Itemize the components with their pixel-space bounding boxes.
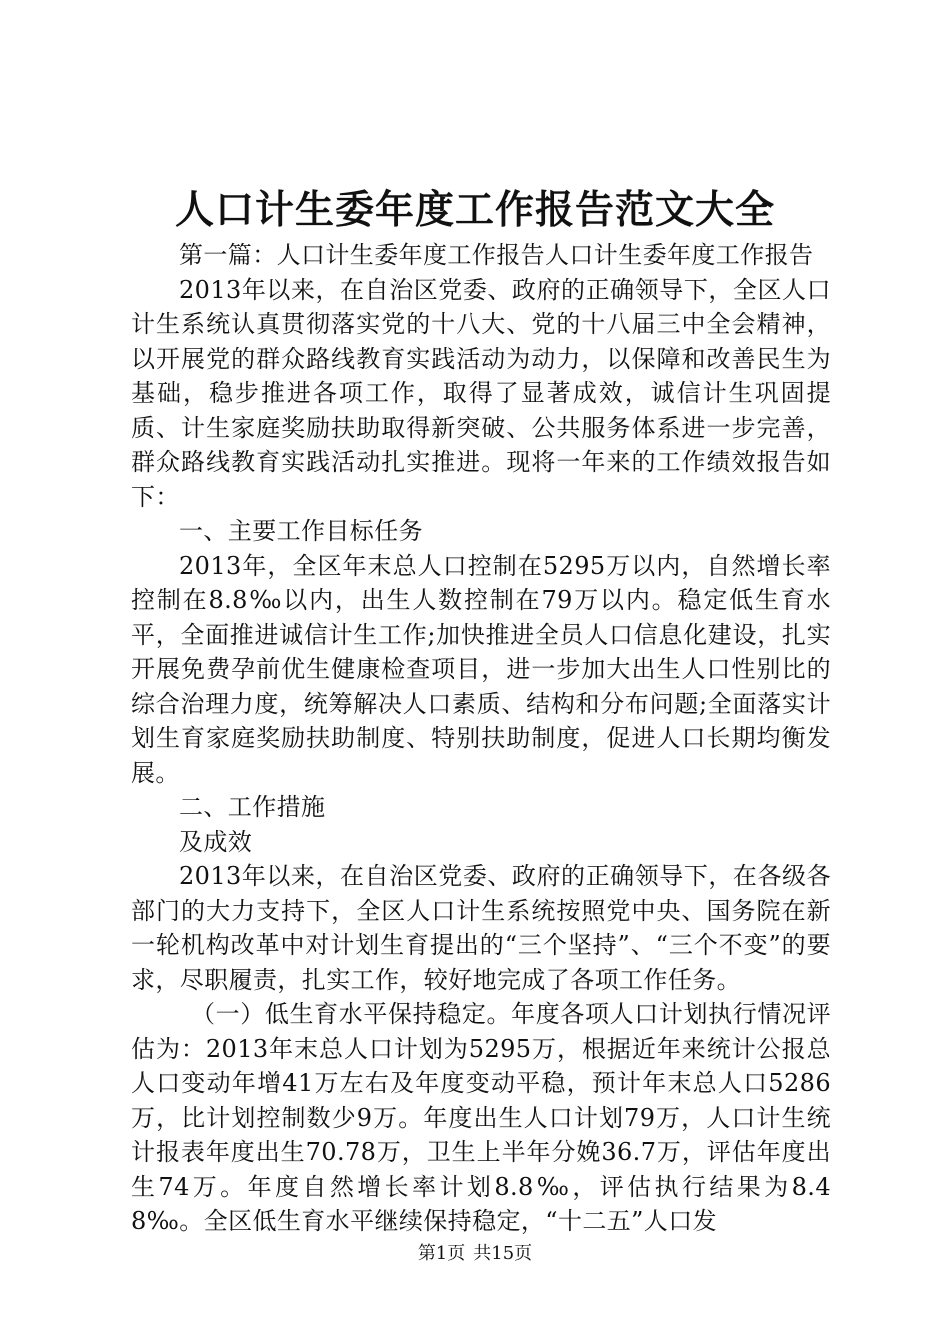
page-footer (0, 1242, 950, 1266)
heading-main-targets: 一、主要工作目标任务 (179, 517, 423, 545)
document-body (131, 238, 831, 1239)
total-pages: 共15页 (473, 1243, 533, 1264)
heading-measures-continued: 及成效 (179, 827, 253, 856)
paragraph-measures: 2013年以来，在自治区党委、政府的正确领导下，在各级各部门的大力支持下，全区人口计生系统按照党中央、国务院在新一轮机构改革中对计划生育提出的“三个坚持”、“三个不变”的要求，尽职履责，扎实工作，较好地完成了各项工作任务。 (131, 862, 831, 994)
document-title: 人口计生委年度工作报告范文大全 (174, 187, 775, 233)
paragraph-intro: 2013年以来，在自治区党委、政府的正确领导下，全区人口计生系统认真贯彻落实党的十八大、党的十八届三中全会精神，以开展党的群众路线教育实践活动为动力，以保障和改善民生为基础，稳步推进各项工作，取得了显著成效，诚信计生巩固提质、计生家庭奖励扶助取得新突破、公共服务体系进一步完善，群众路线教育实践活动扎实推进。现将一年来的工作绩效报告如下： (131, 275, 831, 511)
heading-measures: 二、工作措施 (179, 793, 326, 821)
paragraph-low-fertility: （一）低生育水平保持稳定。年度各项人口计划执行情况评估为：2013年末总人口计划为5295万，根据近年来统计公报总人口变动年增41万左右及年度变动平稳，预计年末总人口5286万，比计划控制数少9万。年度出生人口计划79万，人口计生统计报表年度出生70.78万，卫生上半年分娩36.7万，评估年度出生74万。年度自然增长率计划8.8‰，评估执行结果为8.48‰。全区低生育水平继续保持稳定，“十二五”人口发 (131, 1000, 831, 1235)
page-number: 第1页 (417, 1243, 466, 1264)
paragraph-section-heading: 第一篇：人口计生委年度工作报告人口计生委年度工作报告 (179, 241, 814, 269)
paragraph-targets: 2013年，全区年末总人口控制在5295万以内，自然增长率控制在8.8‰以内，出生人数控制在79万以内。稳定低生育水平，全面推进诚信计生工作;加快推进全员人口信息化建设，扎实开展免费孕前优生健康检查项目，进一步加大出生人口性别比的综合治理力度，统筹解决人口素质、结构和分布问题;全面落实计划生育家庭奖励扶助制度、特别扶助制度，促进人口长期均衡发展。 (131, 551, 831, 787)
